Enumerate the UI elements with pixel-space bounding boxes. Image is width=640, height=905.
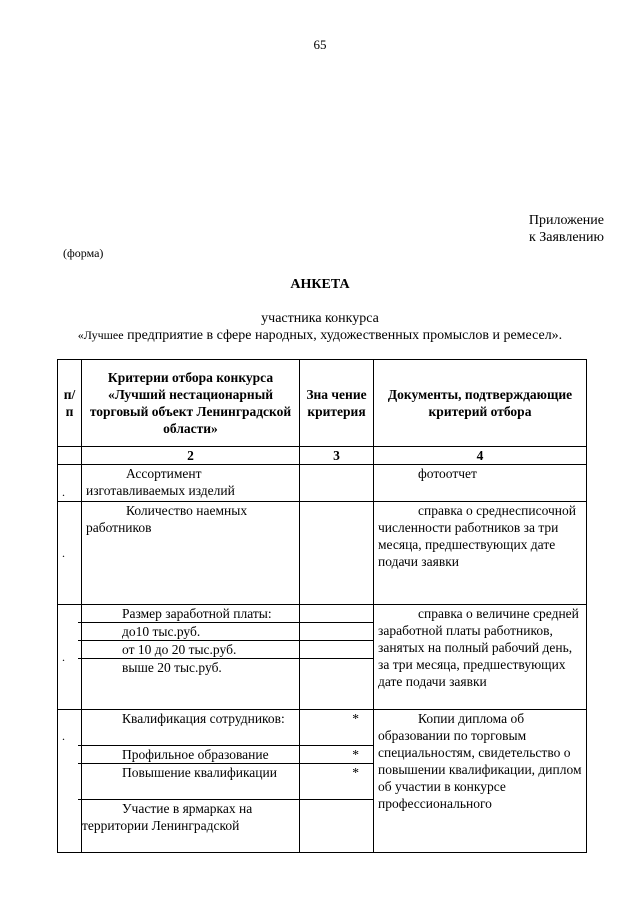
column-number: 2 [82,447,300,465]
value-item [300,800,373,817]
column-number: 3 [300,447,374,465]
criterion-cell: Количество наемных работников [82,502,300,605]
criterion-item: Участие в ярмарках на территории Ленинградской [82,801,253,833]
document-cell: справка о величине средней заработной платы работников, занятых на полный рабочий день, за три месяца, предшествующих дате подачи заявки [374,605,587,710]
value-item: * [300,764,373,800]
subtitle-contest-name [0,328,640,344]
header-criteria: Критерии отбора конкурса «Лучший нестационарный торговый объект Ленинградской области» [82,360,300,447]
criterion-item: Размер заработной платы: [78,605,303,623]
page-number: 65 [313,37,327,52]
criterion-cell [82,710,300,853]
appendix-heading: Приложение [528,213,604,228]
table-header-row [58,360,587,447]
value-cell [300,502,374,605]
value-item: * [300,746,373,764]
row-number: . [58,605,82,710]
table-row [58,502,587,605]
column-number [58,447,82,465]
criterion-cell [82,605,300,710]
column-numbers-row [58,447,587,465]
row-number: . [58,710,82,853]
document-cell: Копии диплома об образовании по торговым специальностям, свидетельство о повышении квалификации, диплом об участии в конкурсе профессионального [374,710,587,853]
criterion-item: Профильное образование [78,746,303,764]
criterion-item: Повышение квалификации [78,764,303,800]
appendix-reference: к Заявлению [528,230,604,245]
form-label: (форма) [63,246,104,260]
header-value: Зна чение критерия [300,360,374,447]
value-cell [300,465,374,502]
header-number: п/п [58,360,82,447]
header-documents: Документы, подтверждающие критерий отбора [374,360,587,447]
criterion-item: от 10 до 20 тыс.руб. [78,641,303,659]
document-title: АНКЕТА [290,277,350,292]
value-item: * [300,710,373,746]
criterion-cell: Ассортимент изготавливаемых изделий [82,465,300,502]
criterion-item: Квалификация сотрудников: [78,710,303,746]
value-item [300,641,373,659]
column-number: 4 [374,447,587,465]
criterion-item: выше 20 тыс.руб. [122,660,222,675]
row-number: . [58,465,82,502]
value-item [300,605,373,623]
value-cell [300,710,374,853]
criteria-table [57,359,587,853]
subtitle-participant: участника конкурса [261,311,379,326]
subtitle-contest-rest: предприятие в сфере народных, художественных промыслов и ремесел». [123,328,563,343]
value-item [300,623,373,641]
criterion-item: до10 тыс.руб. [78,623,303,641]
value-cell [300,605,374,710]
subtitle-quote-open: «Лучшее [77,328,124,342]
document-cell: справка о среднесписочной численности работников за три месяца, предшествующих дате подачи заявки [374,502,587,605]
document-cell: фотоотчет [374,465,587,502]
row-number: . [58,502,82,605]
table-row [58,465,587,502]
table-row [58,605,587,710]
value-item [300,659,373,676]
table-row [58,710,587,853]
